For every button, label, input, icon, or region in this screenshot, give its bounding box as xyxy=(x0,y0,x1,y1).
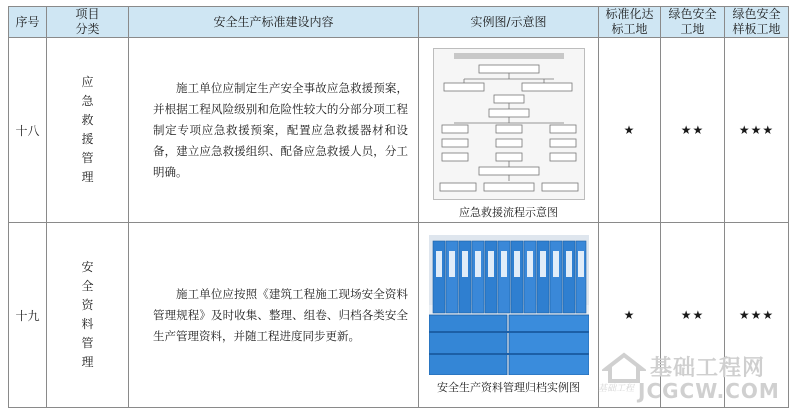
header-example: 实例图/示意图 xyxy=(419,7,599,38)
flowchart-caption: 应急救援流程示意图 xyxy=(459,206,558,219)
green-stars: ★★ xyxy=(661,223,725,408)
row-example xyxy=(419,38,599,223)
header-index: 序号 xyxy=(9,7,47,38)
model-stars: ★★★ xyxy=(725,223,789,408)
header-content: 安全生产标准建设内容 xyxy=(129,7,419,38)
row-category: 应急救援管理 xyxy=(47,38,129,223)
row-category: 安全资料管理 xyxy=(47,223,129,408)
standard-stars: ★ xyxy=(599,223,661,408)
table-row xyxy=(9,38,789,223)
binders-caption: 安全生产资料管理归档实例图 xyxy=(437,381,580,394)
header-green: 绿色安全工地 xyxy=(661,7,725,38)
model-stars: ★★★ xyxy=(725,38,789,223)
header-model: 绿色安全样板工地 xyxy=(725,7,789,38)
emergency-flowchart-image xyxy=(433,48,585,200)
site-watermark xyxy=(598,351,788,403)
standards-table xyxy=(8,6,789,408)
row-content: 施工单位应按照《建筑工程施工现场安全资料管理规程》及时收集、整理、组卷、归档各类安全生产管理资料，并随工程进度同步更新。 xyxy=(129,223,419,408)
row-index: 十九 xyxy=(9,223,47,408)
row-index: 十八 xyxy=(9,38,47,223)
watermark-cn: 基础工程网 xyxy=(650,356,766,381)
header-category: 项目分类 xyxy=(47,7,129,38)
standard-stars: ★ xyxy=(599,38,661,223)
watermark-sub: 基础工程 xyxy=(598,384,635,394)
watermark-en: JCGCW.COM xyxy=(638,379,780,403)
header-standard: 标准化达标工地 xyxy=(599,7,661,38)
row-example xyxy=(419,223,599,408)
header-row xyxy=(9,7,789,38)
binders-photo-image xyxy=(429,235,589,375)
green-stars: ★★ xyxy=(661,38,725,223)
row-content: 施工单位应制定生产安全事故应急救援预案，并根据工程风险级别和危险性较大的分部分项工程制定专项应急救援预案，配置应急救援器材和设备，建立应急救援组织、配备应急救援人员，分工明确。 xyxy=(129,38,419,223)
